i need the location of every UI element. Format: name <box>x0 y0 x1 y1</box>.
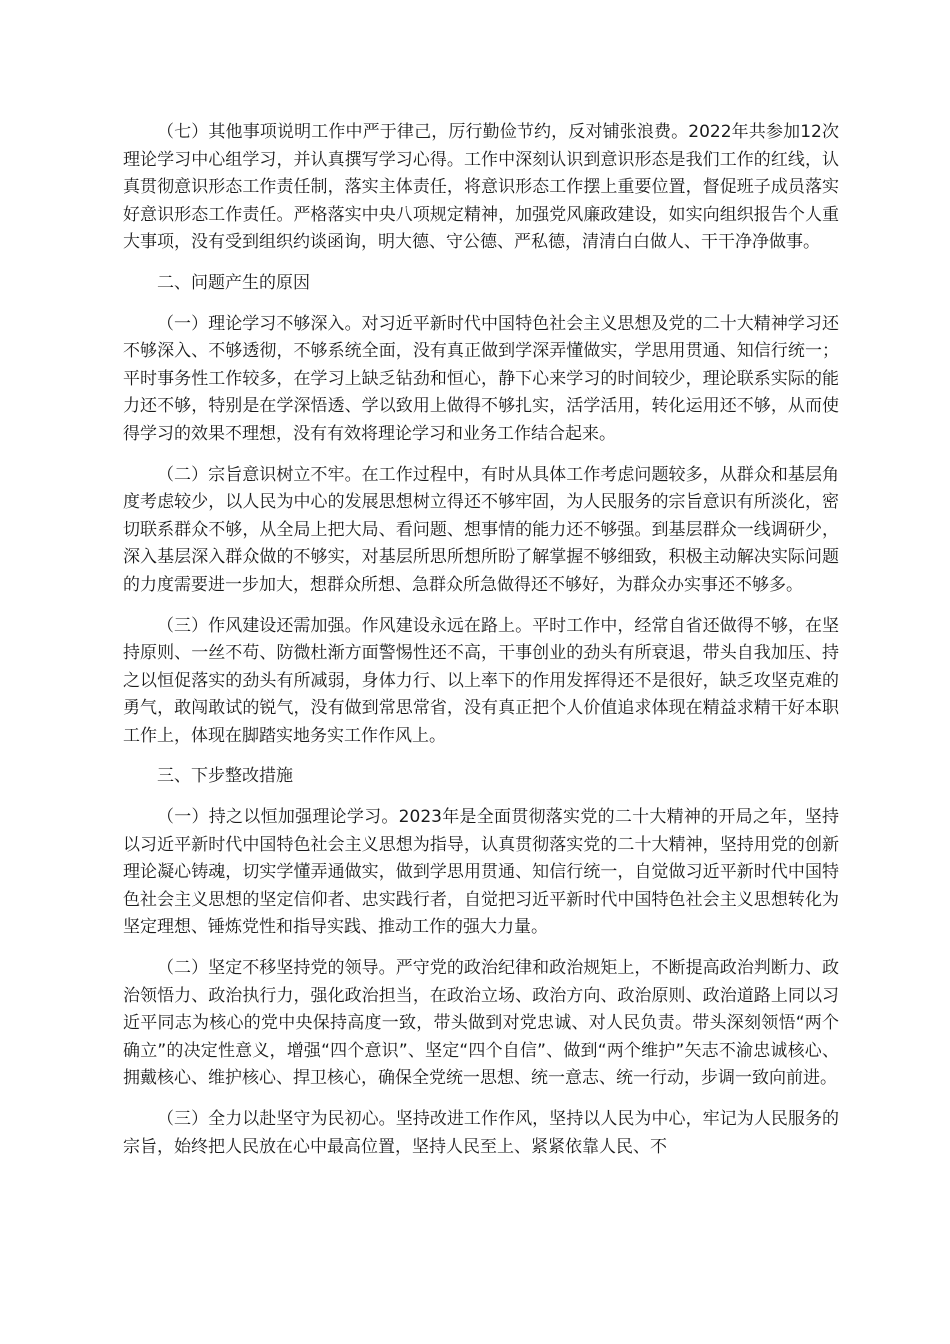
paragraph-measure-party-leadership: （二）坚定不移坚持党的领导。严守党的政治纪律和政治规矩上，不断提高政治判断力、政治领悟力、政治执行力，强化政治担当，在政治立场、政治方向、政治原则、政治道路上同以习近平同志为核心的党中央保持高度一致，带头做到对党忠诚、对人民负责。带头深刻领悟“两个确立”的决定性意义，增强“四个意识”、坚定“四个自信”、做到“两个维护”矢志不渝忠诚核心、拥戴核心、维护核心、捍卫核心，确保全党统一思想、统一意志、统一行动，步调一致向前进。 <box>123 958 839 1089</box>
paragraph-item-7-summary: （七）其他事项说明工作中严于律己，厉行勤俭节约，反对铺张浪费。2022年共参加12次理论学习中心组学习，并认真撰写学习心得。工作中深刻认识到意识形态是我们工作的红线，认真贯彻意识形态工作责任制，落实主体责任，将意识形态工作摆上重要位置，督促班子成员落实好意识形态工作责任。严格落实中央八项规定精神，加强党风廉政建设，如实向组织报告个人重大事项，没有受到组织约谈函询，明大德、守公德、严私德，清清白白做人、干干净净做事。 <box>123 122 839 253</box>
paragraph-cause-work-style: （三）作风建设还需加强。作风建设永远在路上。平时工作中，经常自省还做得不够，在坚持原则、一丝不苟、防微杜渐方面警惕性还不高，干事创业的劲头有所衰退，带头自我加压、持之以恒促落实的劲头有所减弱，身体力行、以上率下的作用发挥得还不是很好，缺乏攻坚克难的勇气，敢闯敢试的锐气，没有做到常思常省，没有真正把个人价值追求体现在精益求精干好本职工作上，体现在脚踏实地务实工作作风上。 <box>123 615 839 746</box>
section-heading-measures: 三、下步整改措施 <box>157 766 293 787</box>
paragraph-measure-people-first: （三）全力以赴坚守为民初心。坚持改进工作作风，坚持以人民为中心，牢记为人民服务的宗旨，始终把人民放在心中最高位置，坚持人民至上、紧紧依靠人民、不 <box>123 1109 839 1157</box>
paragraph-cause-purpose-awareness: （二）宗旨意识树立不牢。在工作过程中，有时从具体工作考虑问题较多，从群众和基层角度考虑较少，以人民为中心的发展思想树立得还不够牢固，为人民服务的宗旨意识有所淡化，密切联系群众不够，从全局上把大局、看问题、想事情的能力还不够强。到基层群众一线调研少，深入基层深入群众做的不够实，对基层所思所想所盼了解掌握不够细致，积极主动解决实际问题的力度需要进一步加大，想群众所想、急群众所急做得还不够好，为群众办实事还不够多。 <box>123 464 839 595</box>
section-heading-causes: 二、问题产生的原因 <box>157 272 310 293</box>
paragraph-measure-theory-study: （一）持之以恒加强理论学习。2023年是全面贯彻落实党的二十大精神的开局之年，坚持以习近平新时代中国特色社会主义思想为指导，认真贯彻落实党的二十大精神，坚持用党的创新理论凝心铸魂，切实学懂弄通做实，做到学思用贯通、知信行统一，自觉做习近平新时代中国特色社会主义思想的坚定信仰者、忠实践行者，自觉把习近平新时代中国特色社会主义思想转化为坚定理想、锤炼党性和指导实践、推动工作的强大力量。 <box>123 807 839 938</box>
document-page <box>123 119 839 1174</box>
paragraph-cause-theory-study: （一）理论学习不够深入。对习近平新时代中国特色社会主义思想及党的二十大精神学习还不够深入、不够透彻，不够系统全面，没有真正做到学深弄懂做实，学思用贯通、知信行统一；平时事务性工作较多，在学习上缺乏钻劲和恒心，静下心来学习的时间较少，理论联系实际的能力还不够，特别是在学深悟透、学以致用上做得不够扎实，活学活用，转化运用还不够，从而使得学习的效果不理想，没有有效将理论学习和业务工作结合起来。 <box>123 313 839 444</box>
